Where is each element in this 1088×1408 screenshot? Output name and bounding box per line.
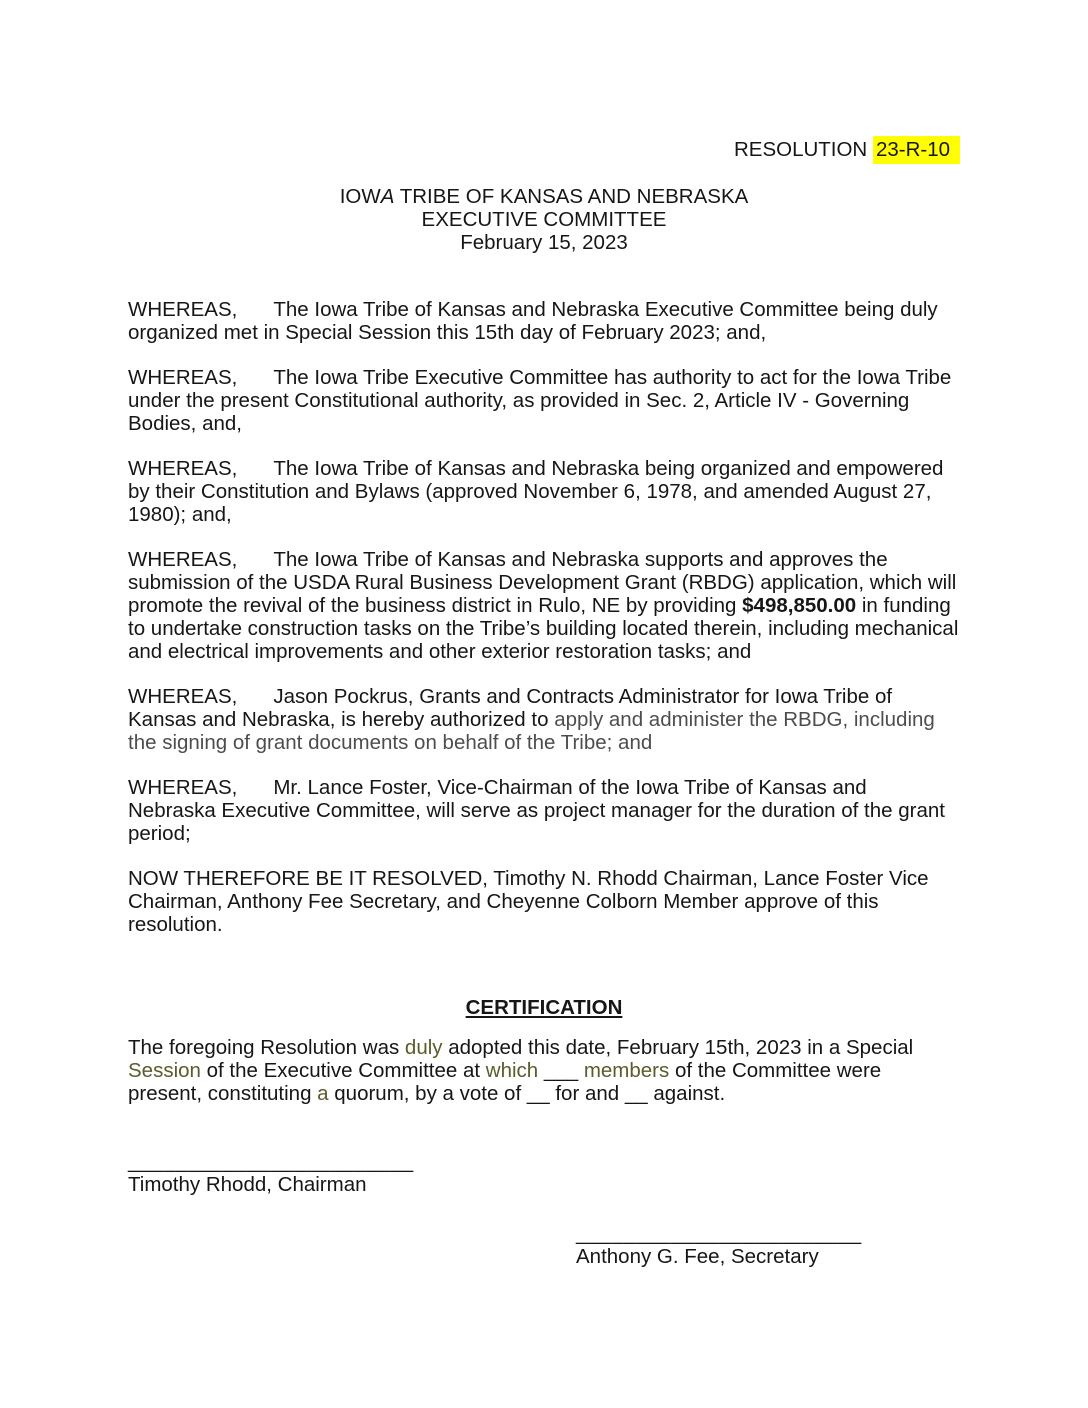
signature-block-secretary: [576, 1222, 960, 1268]
resolution-number-line: [128, 138, 960, 161]
committee-title: EXECUTIVE COMMITTEE: [421, 208, 667, 231]
paragraph-text: The Iowa Tribe Executive Committee has authority to act for the Iowa Tribe under the present Constitutional authority, as provided in Sec. 2, Article IV - Governing Bodies, and,: [128, 366, 952, 435]
whereas-paragraph-2: [128, 366, 960, 435]
whereas-label: WHEREAS,: [128, 298, 238, 321]
signature-block-chairman: [128, 1150, 960, 1196]
certification-paragraph: The foregoing Resolution was duly adopted this date, February 15th, 2023 in a Special Session of the Executive Committee at which ___ members of the Committee were present, constituting a quorum, by a vote of __ for and __ against.: [128, 1036, 914, 1105]
paragraph-text: The Iowa Tribe of Kansas and Nebraska being organized and empowered by their Constitution and Bylaws (approved November 6, 1978, and amended August 27, 1980); and,: [128, 457, 944, 526]
whereas-paragraph-1: [128, 298, 960, 344]
signature-line: ________________________: [128, 1150, 414, 1173]
olive-word: duly: [404, 1036, 443, 1059]
whereas-paragraph-3: [128, 457, 960, 526]
whereas-paragraph-4: [128, 548, 960, 663]
whereas-label: WHEREAS,: [128, 457, 238, 480]
paragraph-text: The Iowa Tribe of Kansas and Nebraska Executive Committee being duly organized met in Special Session this 15th day of February 2023; and,: [128, 298, 938, 344]
signature-name-chairman: Timothy Rhodd, Chairman: [128, 1173, 367, 1196]
olive-word: members: [583, 1059, 670, 1082]
blank-underscores: ___: [538, 1059, 584, 1082]
certification-heading: CERTIFICATION: [465, 996, 623, 1019]
grant-amount: $498,850.00: [742, 594, 857, 617]
document-date: February 15, 2023: [460, 231, 628, 254]
resolved-paragraph: NOW THEREFORE BE IT RESOLVED, Timothy N. Rhodd Chairman, Lance Foster Vice Chairman, Anthony Fee Secretary, and Cheyenne Colborn Member approve of this resolution.: [128, 867, 929, 936]
paragraph-text-muted: apply and administer the RBDG, including the signing of grant documents on behalf of the Tribe; and: [128, 708, 935, 754]
resolution-number-highlight: 23-R-10: [873, 136, 960, 164]
paragraph-text: Jason Pockrus, Grants and Contracts Administrator for Iowa Tribe of Kansas and Nebraska, is hereby authorized to: [128, 685, 893, 731]
paragraph-text: Mr. Lance Foster, Vice-Chairman of the Iowa Tribe of Kansas and Nebraska Executive Committee, will serve as project manager for the duration of the grant period;: [128, 776, 945, 845]
whereas-paragraph-5: [128, 685, 960, 754]
whereas-label: WHEREAS,: [128, 366, 238, 389]
signature-name-secretary: Anthony G. Fee, Secretary: [576, 1245, 819, 1268]
organization-title: IOWA TRIBE OF KANSAS AND NEBRASKA: [339, 185, 749, 208]
olive-word: which: [485, 1059, 539, 1082]
whereas-label: WHEREAS,: [128, 548, 238, 571]
paragraph-text: The Iowa Tribe of Kansas and Nebraska supports and approves the submission of the USDA Rural Business Development Grant (RBDG) application, which will promote the revival of the business district in Rulo, NE by providing: [128, 548, 957, 617]
italic-letter: A: [380, 185, 395, 208]
whereas-label: WHEREAS,: [128, 776, 238, 799]
olive-word: a: [317, 1082, 329, 1105]
document-title-block: [128, 185, 960, 254]
whereas-label: WHEREAS,: [128, 685, 238, 708]
paragraph-text: in funding to undertake construction tasks on the Tribe’s building located therein, including mechanical and electrical improvements and other exterior restoration tasks; and: [128, 594, 959, 663]
resolution-label: RESOLUTION: [733, 138, 873, 161]
olive-word: Session: [128, 1059, 201, 1082]
signature-line: ________________________: [576, 1222, 862, 1245]
whereas-paragraph-6: [128, 776, 960, 845]
